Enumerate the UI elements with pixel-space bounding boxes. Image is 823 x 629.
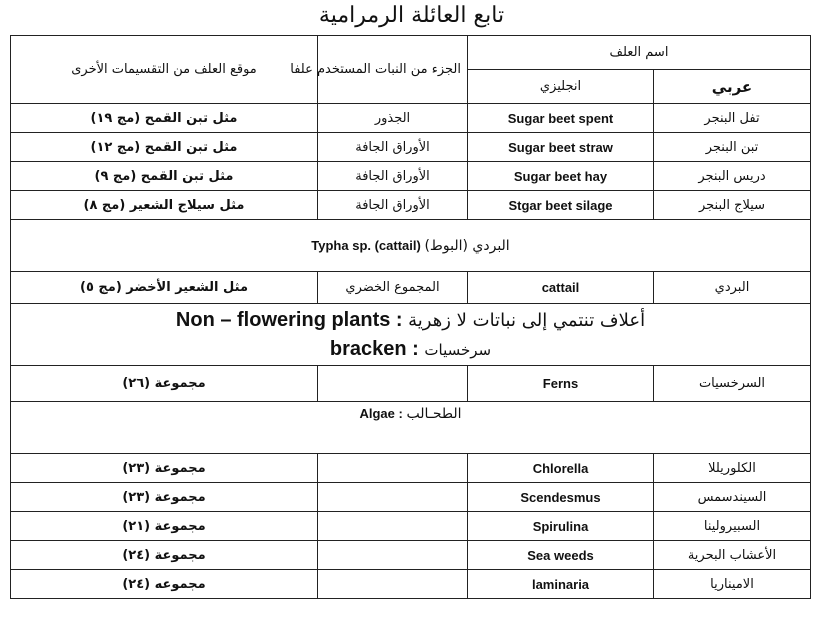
- plant-part-cell: الأوراق الجافة: [318, 133, 468, 162]
- header-location: موقع العلف من التقسيمات الأخرى: [11, 36, 318, 104]
- table-row: [11, 512, 811, 541]
- plant-part-cell: المجموع الخضري: [318, 272, 468, 304]
- table-row: [11, 162, 811, 191]
- location-cell: مجموعة (٢٤): [11, 541, 318, 570]
- subsection-title-en: bracken :: [329, 337, 419, 360]
- section-title-ar: أعلاف تنتمي إلى نباتات لا زهرية: [408, 309, 646, 331]
- section-title-ar: البردي (البوط): [424, 237, 510, 254]
- english-name-cell: laminaria: [468, 570, 654, 599]
- arabic-name-cell: السبيرولينا: [654, 512, 811, 541]
- english-name-cell: Ferns: [468, 366, 654, 402]
- section-title-en: Non – flowering plants :: [175, 308, 403, 331]
- location-cell: مثل الشعير الأخضر (مج ٥): [11, 272, 318, 304]
- table-row: [11, 483, 811, 512]
- english-name-cell: Chlorella: [468, 454, 654, 483]
- section-title-en: Algae :: [359, 406, 403, 421]
- english-name-cell: Sugar beet straw: [468, 133, 654, 162]
- section-heading-non-flowering: [11, 304, 811, 366]
- header-row: [11, 36, 811, 70]
- english-name-cell: Stgar beet silage: [468, 191, 654, 220]
- location-cell: مجموعة (٢٣): [11, 483, 318, 512]
- plant-part-cell: [318, 366, 468, 402]
- plant-part-cell: [318, 512, 468, 541]
- table-row: [11, 541, 811, 570]
- subsection-title-ar: سرخسيات: [424, 340, 492, 359]
- table-row: [11, 272, 811, 304]
- arabic-name-cell: دريس البنجر: [654, 162, 811, 191]
- location-cell: مثل تبن القمح (مج ٩): [11, 162, 318, 191]
- arabic-name-cell: السيندسمس: [654, 483, 811, 512]
- section-heading-algae: [11, 402, 811, 454]
- arabic-name-cell: الاميناريا: [654, 570, 811, 599]
- location-cell: مثل تبن القمح (مج ١٢): [11, 133, 318, 162]
- location-cell: مثل تبن القمح (مج ١٩): [11, 104, 318, 133]
- plant-part-cell: الجذور: [318, 104, 468, 133]
- location-cell: مثل سيلاج الشعير (مج ٨): [11, 191, 318, 220]
- english-name-cell: cattail: [468, 272, 654, 304]
- plant-part-cell: [318, 454, 468, 483]
- location-cell: مجموعة (٢٦): [11, 366, 318, 402]
- table-row: [11, 104, 811, 133]
- arabic-name-cell: البردي: [654, 272, 811, 304]
- plant-part-cell: الأوراق الجافة: [318, 191, 468, 220]
- location-cell: مجموعة (٢٣): [11, 454, 318, 483]
- plant-part-cell: [318, 483, 468, 512]
- english-name-cell: Sea weeds: [468, 541, 654, 570]
- header-english: انجليزي: [468, 70, 654, 104]
- plant-part-cell: [318, 570, 468, 599]
- english-name-cell: Spirulina: [468, 512, 654, 541]
- header-plant-part: الجزء من النبات المستخدم علفا: [318, 36, 468, 104]
- arabic-name-cell: سيلاج البنجر: [654, 191, 811, 220]
- arabic-name-cell: الأعشاب البحرية: [654, 541, 811, 570]
- english-name-cell: Sugar beet hay: [468, 162, 654, 191]
- header-feed-name: اسم العلف: [468, 36, 811, 70]
- arabic-name-cell: تفل البنجر: [654, 104, 811, 133]
- english-name-cell: Sugar beet spent: [468, 104, 654, 133]
- table-row: [11, 454, 811, 483]
- feed-table: [10, 35, 811, 599]
- plant-part-cell: [318, 541, 468, 570]
- section-title-ar: الطحـالب: [406, 406, 462, 422]
- section-heading-typha: [11, 220, 811, 272]
- location-cell: مجموعه (٢٤): [11, 570, 318, 599]
- table-row: [11, 191, 811, 220]
- header-arabic: عربي: [654, 70, 811, 104]
- table-row: [11, 133, 811, 162]
- table-row: [11, 570, 811, 599]
- arabic-name-cell: السرخسيات: [654, 366, 811, 402]
- arabic-name-cell: الكلوريللا: [654, 454, 811, 483]
- plant-part-cell: الأوراق الجافة: [318, 162, 468, 191]
- english-name-cell: Scendesmus: [468, 483, 654, 512]
- page-title: تابع العائلة الرمرامية: [318, 3, 505, 28]
- section-title-en: Typha sp. (cattail): [311, 237, 421, 253]
- location-cell: مجموعة (٢١): [11, 512, 318, 541]
- table-row: [11, 366, 811, 402]
- arabic-name-cell: تبن البنجر: [654, 133, 811, 162]
